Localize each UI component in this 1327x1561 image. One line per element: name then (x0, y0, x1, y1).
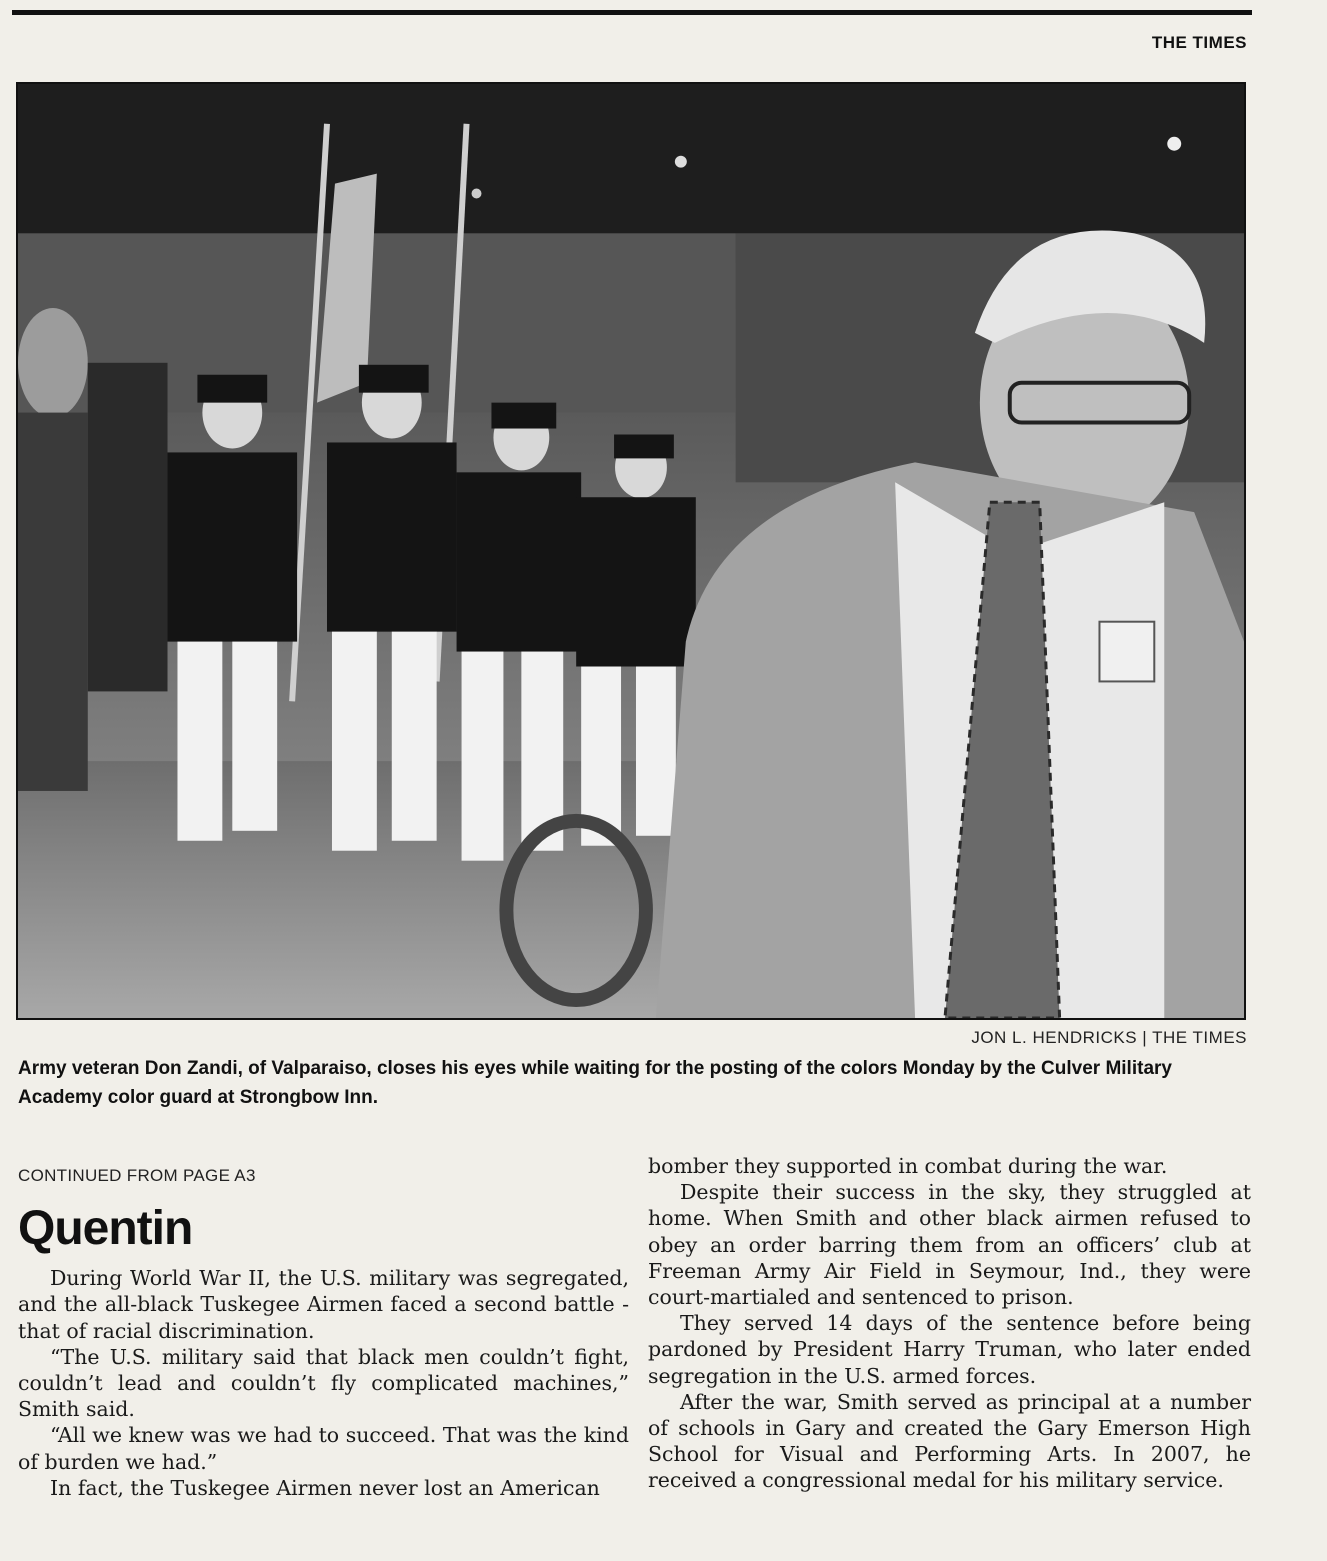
top-rule (12, 10, 1252, 15)
article-paragraph: After the war, Smith served as principal at a number of schools in Gary and created the Gary Emerson High School for Visual and Performing Arts. In 2007, he received a congressional medal for his military service. (648, 1389, 1251, 1493)
photo-credit: JON L. HENDRICKS | THE TIMES (971, 1028, 1247, 1047)
article-paragraph: “All we knew was we had to succeed. That was the kind of burden we had.” (18, 1423, 629, 1474)
article-paragraph: They served 14 days of the sentence before being pardoned by President Harry Truman, who later ended segregation in the U.S. armed forces. (648, 1311, 1251, 1388)
photo-illustration (18, 84, 1244, 1018)
masthead: THE TIMES (1151, 33, 1247, 52)
article-paragraph: Despite their success in the sky, they struggled at home. When Smith and other black airmen refused to obey an order barring them from an officers’ club at Freeman Army Air Field in Seymour, Ind., they were court-martialed and sentenced to prison. (648, 1180, 1251, 1310)
article-headline: Quentin (18, 1202, 193, 1256)
photo-caption: Army veteran Don Zandi, of Valparaiso, closes his eyes while waiting for the posting of the colors Monday by the Culver Military Academy color guard at Strongbow Inn. (18, 1058, 1172, 1108)
news-photo (16, 82, 1246, 1020)
article-left-column (18, 1153, 629, 1501)
article-paragraph: During World War II, the U.S. military was segregated, and the all-black Tuskegee Airmen faced a second battle - that of racial discrimination. (18, 1266, 629, 1343)
article-paragraph: “The U.S. military said that black men couldn’t fight, couldn’t lead and couldn’t fly complicated machines,” Smith said. (18, 1344, 629, 1422)
article-paragraph: In fact, the Tuskegee Airmen never lost an American (50, 1475, 600, 1500)
article-paragraph: bomber they supported in combat during the war. (648, 1154, 1168, 1178)
article-right-column (648, 1153, 1251, 1494)
continued-from-label: CONTINUED FROM PAGE A3 (18, 1166, 256, 1185)
